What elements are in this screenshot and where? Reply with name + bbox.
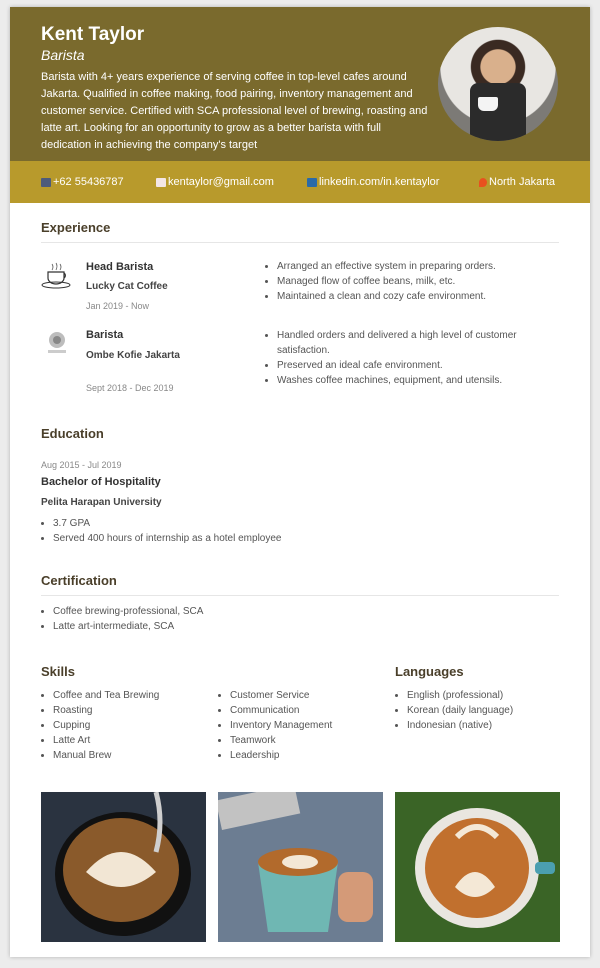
certification-list — [41, 604, 453, 634]
skills-list-col2 — [218, 688, 400, 763]
contact-bar — [10, 161, 590, 203]
section-title-education: Education — [41, 426, 104, 441]
list-item: • Coffee and Tea Brewing — [53, 688, 223, 703]
latte-art-photo-1 — [41, 792, 206, 942]
education-school: Pelita Harapan University — [41, 497, 162, 508]
summary: Barista with 4+ years experience of serving coffee in top-level cafes around Jakarta. Qualified in coffee making, food pairing, inventory management and customer service. Certified with SCA professional level of brewing, roasting and latte art. Looking for an opportunity to grow as a better barista with full dedication in achieving the company's target — [41, 71, 428, 151]
job-company: Ombe Kofie Jakarta — [86, 350, 180, 361]
phone-icon — [41, 178, 51, 187]
cup-shape — [478, 97, 498, 111]
job-date: Sept 2018 - Dec 2019 — [86, 383, 174, 393]
list-item: • Customer Service — [230, 688, 400, 703]
list-item: • 3.7 GPA — [53, 516, 453, 531]
job-bullets — [265, 328, 547, 388]
list-item: • Maintained a clean and cozy cafe environment. — [277, 289, 567, 304]
list-item: • Washes coffee machines, equipment, and utensils. — [277, 373, 547, 388]
job-date: Jan 2019 - Now — [86, 301, 150, 311]
list-item: • Indonesian (native) — [407, 718, 567, 733]
list-item: • Served 400 hours of internship as a hotel employee — [53, 531, 453, 546]
list-item: • Cupping — [53, 718, 223, 733]
section-title-experience: Experience — [41, 220, 111, 235]
mail-icon — [156, 178, 166, 187]
section-title-certification: Certification — [41, 573, 117, 588]
list-item: • Handled orders and delivered a high level of customer satisfaction. — [277, 328, 547, 358]
latte-art-photo-2 — [218, 792, 383, 942]
list-item: • Arranged an effective system in preparing orders. — [277, 259, 567, 274]
job-bullets — [265, 259, 567, 304]
contact-linkedin[interactable]: linkedin.com/in.kentaylor — [307, 176, 439, 188]
latte-art-photo-3 — [395, 792, 560, 942]
header — [10, 7, 590, 161]
role: Barista — [41, 47, 85, 63]
divider — [41, 595, 559, 596]
education-bullets — [41, 516, 453, 546]
list-item: • Communication — [230, 703, 400, 718]
list-item: • Latte Art — [53, 733, 223, 748]
section-title-skills: Skills — [41, 664, 75, 679]
name: Kent Taylor — [41, 24, 145, 45]
contact-phone: +62 55436787 — [41, 176, 124, 188]
list-item: • Latte art-intermediate, SCA — [53, 619, 453, 634]
section-title-languages: Languages — [395, 664, 464, 679]
list-item: • Korean (daily language) — [407, 703, 567, 718]
list-item: • Roasting — [53, 703, 223, 718]
languages-list — [395, 688, 567, 733]
apron-shape — [470, 83, 526, 141]
education-degree: Bachelor of Hospitality — [41, 476, 161, 488]
list-item: • Preserved an ideal cafe environment. — [277, 358, 547, 373]
list-item: • Leadership — [230, 748, 400, 763]
contact-email[interactable]: kentaylor@gmail.com — [156, 176, 274, 188]
profile-photo — [438, 27, 558, 141]
education-date: Aug 2015 - Jul 2019 — [41, 460, 122, 470]
list-item: • Coffee brewing-professional, SCA — [53, 604, 453, 619]
job-company: Lucky Cat Coffee — [86, 281, 168, 292]
list-item: • Managed flow of coffee beans, milk, etc. — [277, 274, 567, 289]
coffee-cup-logo-icon — [40, 260, 74, 290]
contact-location: North Jakarta — [479, 176, 555, 188]
resume-page — [10, 7, 590, 957]
job-title: Head Barista — [86, 261, 154, 273]
list-item: • Inventory Management — [230, 718, 400, 733]
list-item: • Manual Brew — [53, 748, 223, 763]
job-title: Barista — [86, 329, 124, 341]
list-item: • English (professional) — [407, 688, 567, 703]
linkedin-icon — [307, 178, 317, 187]
divider — [41, 242, 559, 243]
list-item: • Teamwork — [230, 733, 400, 748]
skills-list-col1 — [41, 688, 223, 763]
location-pin-icon — [479, 178, 487, 187]
ombe-logo-icon — [42, 329, 76, 359]
